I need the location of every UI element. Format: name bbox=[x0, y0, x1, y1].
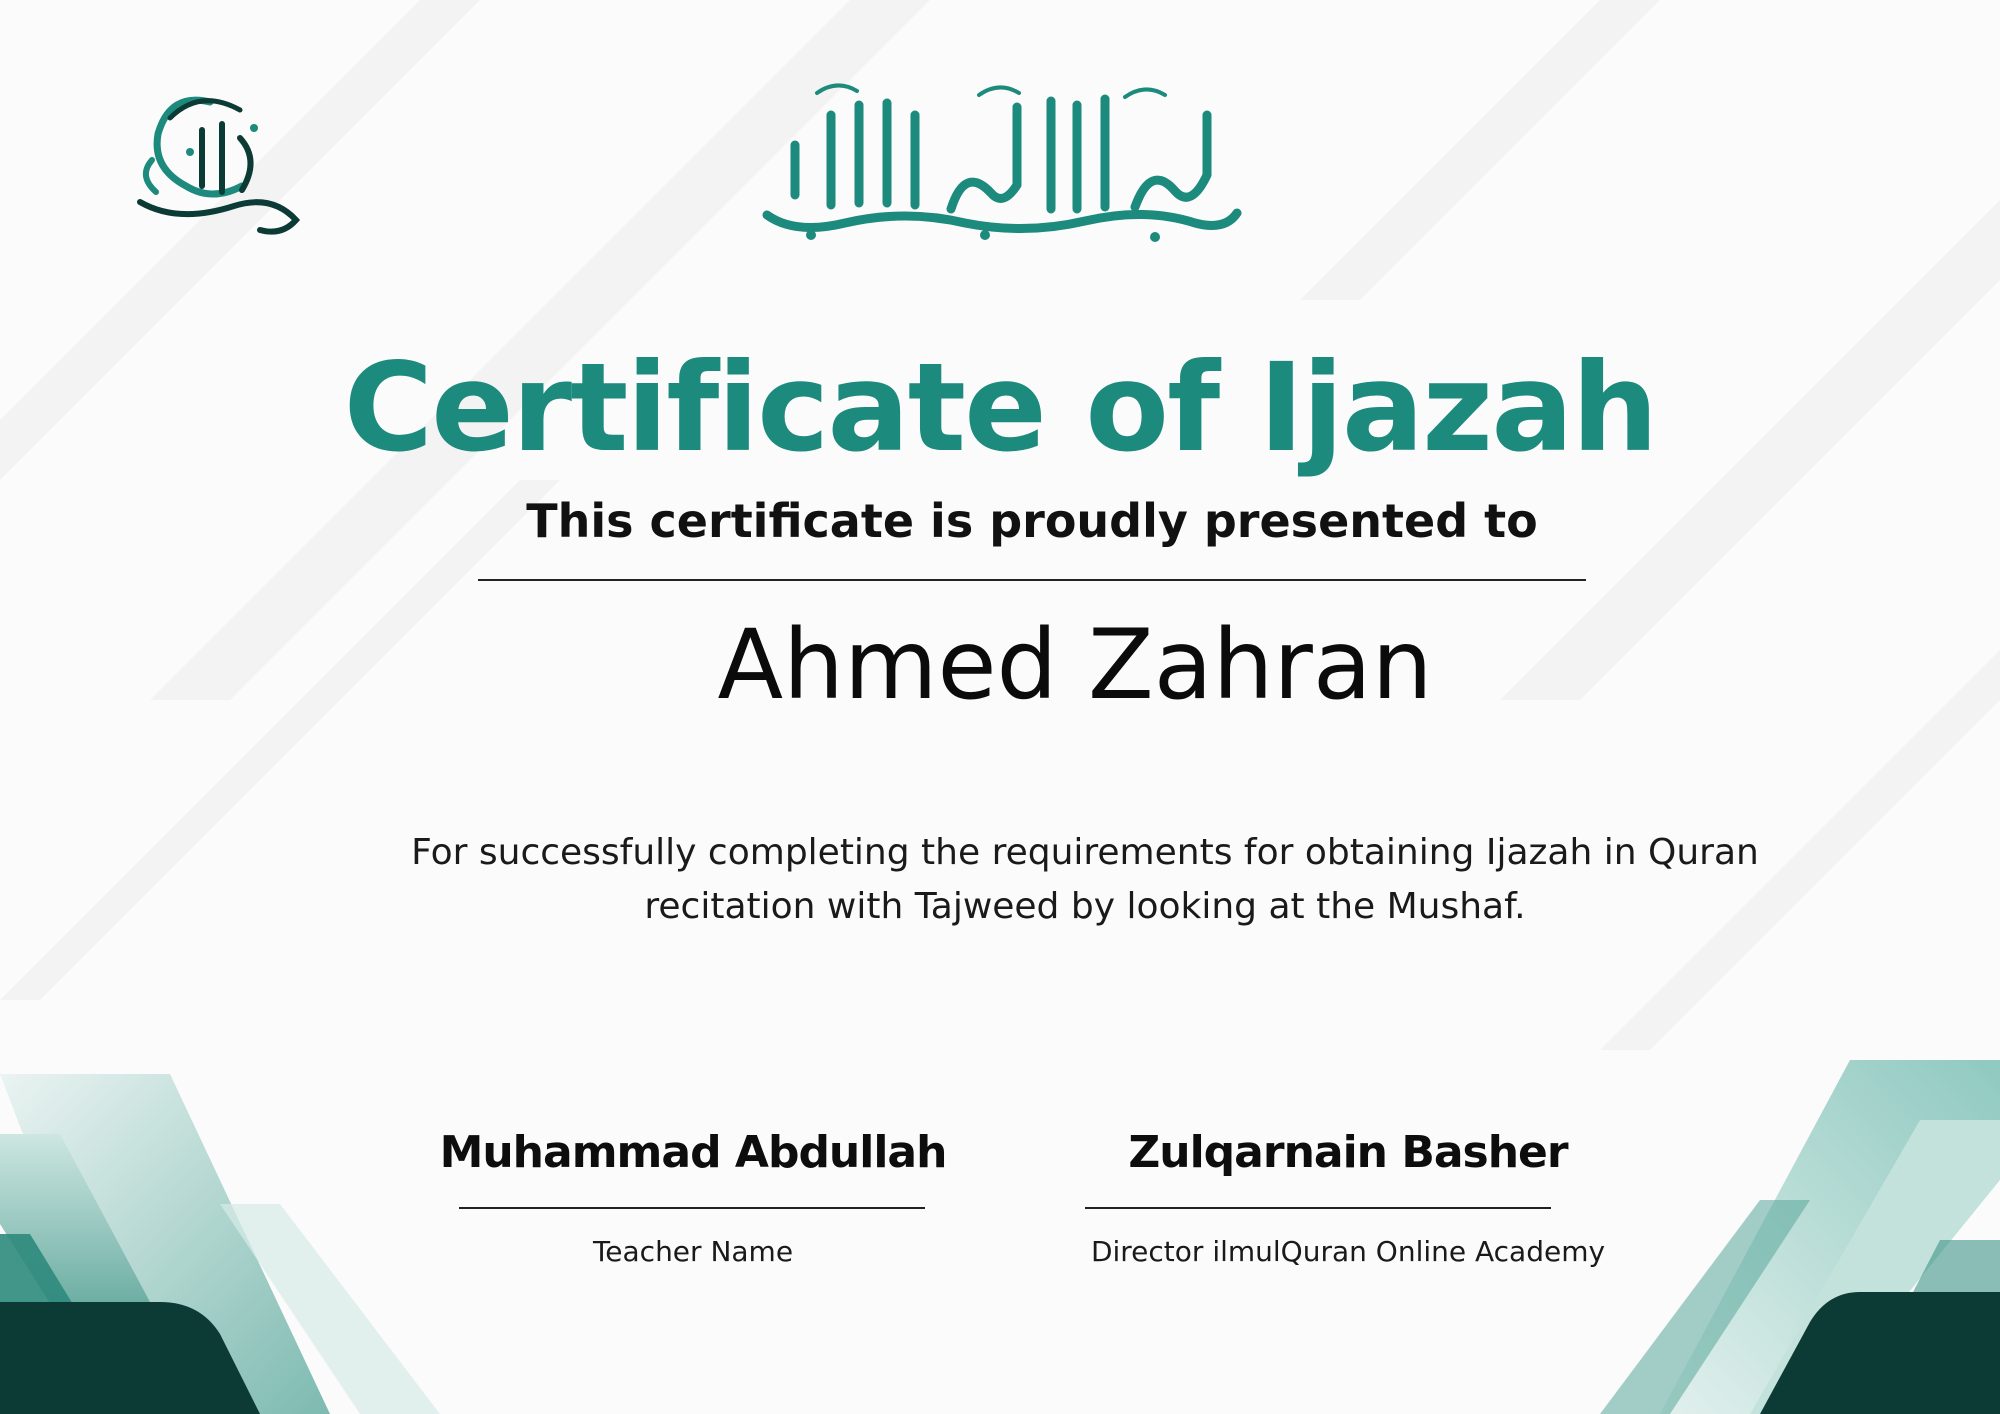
presented-to-text: This certificate is proudly presented to bbox=[526, 494, 1538, 548]
certificate-title: Certificate of Ijazah bbox=[343, 337, 1657, 479]
teacher-signature-line bbox=[459, 1207, 925, 1209]
certificate-description: For successfully completing the requirements for obtaining Ijazah in Quran recitation with Tajweed by looking at the Mushaf. bbox=[411, 832, 1759, 927]
director-signature-name: Zulqarnain Basher bbox=[1128, 1127, 1568, 1178]
recipient-divider bbox=[478, 579, 1586, 581]
director-role: Director ilmulQuran Online Academy bbox=[1090, 1235, 1606, 1268]
recipient-name: Ahmed Zahran bbox=[717, 609, 1433, 721]
academy-logo bbox=[130, 90, 305, 245]
teacher-role: Teacher Name bbox=[592, 1235, 794, 1268]
teacher-signature-name: Muhammad Abdullah bbox=[439, 1127, 947, 1178]
bismillah-calligraphy bbox=[755, 75, 1245, 245]
director-signature-line bbox=[1085, 1207, 1551, 1209]
